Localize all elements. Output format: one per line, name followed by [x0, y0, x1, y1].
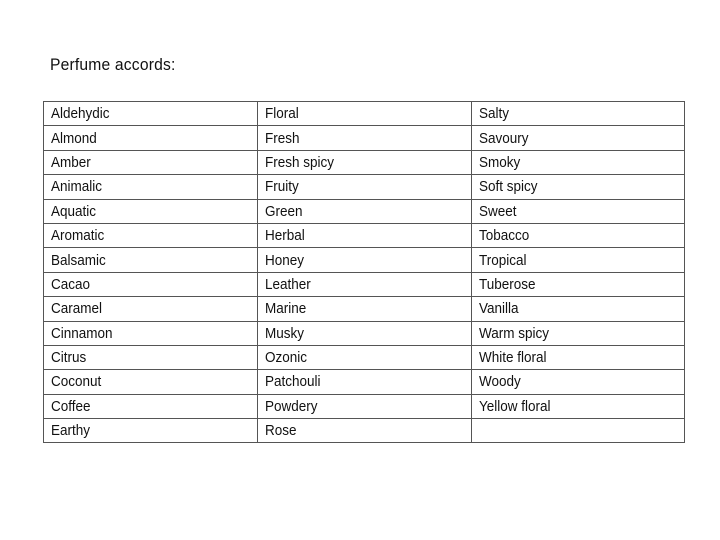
table-row	[44, 248, 685, 272]
table-cell: Cinnamon	[44, 321, 258, 345]
table-cell: Earthy	[44, 419, 258, 443]
table-row	[44, 370, 685, 394]
table-cell: Marine	[258, 297, 472, 321]
table-cell: Animalic	[44, 175, 258, 199]
table-row	[44, 345, 685, 369]
table-cell: Musky	[258, 321, 472, 345]
table-cell: Vanilla	[472, 297, 685, 321]
page-title: Perfume accords:	[50, 55, 176, 74]
table-cell: Coconut	[44, 370, 258, 394]
table-row	[44, 150, 685, 174]
table-cell: Woody	[472, 370, 685, 394]
table-cell: Leather	[258, 272, 472, 296]
table-cell: Citrus	[44, 345, 258, 369]
table-cell: Soft spicy	[472, 175, 685, 199]
table-cell: Sweet	[472, 199, 685, 223]
table-cell: Aldehydic	[44, 102, 258, 126]
table-row	[44, 394, 685, 418]
table-cell: Tobacco	[472, 223, 685, 247]
table-cell: Honey	[258, 248, 472, 272]
table-cell: Ozonic	[258, 345, 472, 369]
table-cell: Cacao	[44, 272, 258, 296]
table-cell: Fresh spicy	[258, 150, 472, 174]
table-cell: Coffee	[44, 394, 258, 418]
table-cell: Yellow floral	[472, 394, 685, 418]
table-cell-empty	[472, 419, 685, 443]
table-row	[44, 175, 685, 199]
table-cell: Salty	[472, 102, 685, 126]
table-cell: Fruity	[258, 175, 472, 199]
table-cell: Aquatic	[44, 199, 258, 223]
table-cell: Herbal	[258, 223, 472, 247]
table-row	[44, 419, 685, 443]
table-cell: Rose	[258, 419, 472, 443]
table-cell: Green	[258, 199, 472, 223]
table-row	[44, 297, 685, 321]
table-cell: Caramel	[44, 297, 258, 321]
table-row	[44, 272, 685, 296]
accords-table	[43, 101, 685, 443]
table-cell: Floral	[258, 102, 472, 126]
table-cell: Powdery	[258, 394, 472, 418]
table-row	[44, 199, 685, 223]
table-cell: Savoury	[472, 126, 685, 150]
table-cell: Aromatic	[44, 223, 258, 247]
table-row	[44, 102, 685, 126]
table-row	[44, 126, 685, 150]
table-cell: Almond	[44, 126, 258, 150]
table-cell: Amber	[44, 150, 258, 174]
table-cell: Tropical	[472, 248, 685, 272]
table-row	[44, 223, 685, 247]
table-cell: Balsamic	[44, 248, 258, 272]
table-cell: Fresh	[258, 126, 472, 150]
table-cell: Patchouli	[258, 370, 472, 394]
table-row	[44, 321, 685, 345]
table-cell: White floral	[472, 345, 685, 369]
table-cell: Warm spicy	[472, 321, 685, 345]
table-cell: Smoky	[472, 150, 685, 174]
table-cell: Tuberose	[472, 272, 685, 296]
